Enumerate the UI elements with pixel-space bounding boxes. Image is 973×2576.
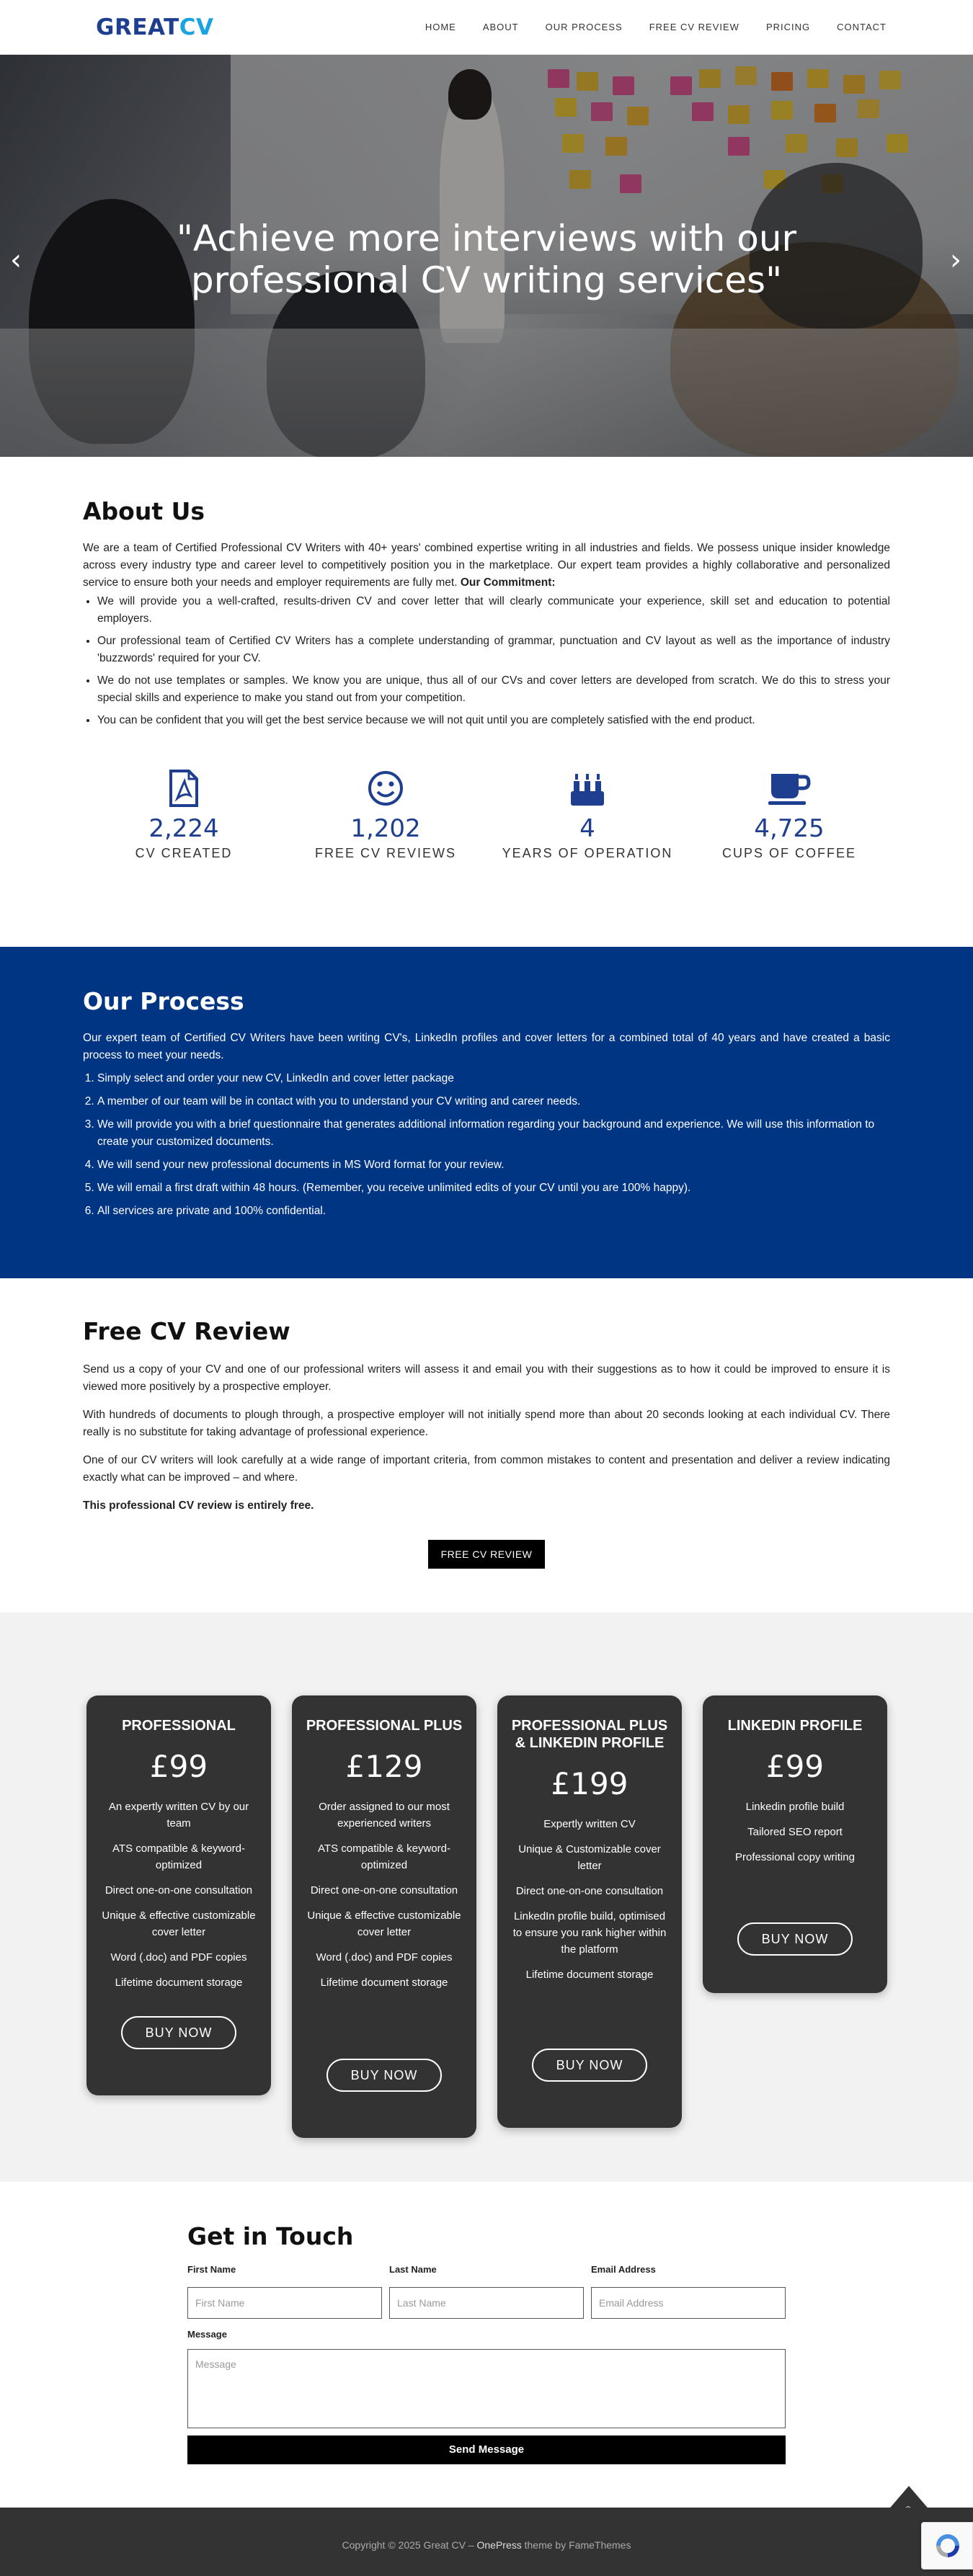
about-commitment-label: Our Commitment:	[460, 576, 556, 589]
list-item: 1. Simply select and order your new CV, LinkedIn and cover letter package	[97, 1070, 890, 1087]
plan-feature: Unique & Customizable cover letter	[518, 1843, 661, 1872]
email-label: Email Address	[591, 2264, 656, 2275]
free-cv-review-section	[83, 1317, 890, 1525]
first-name-input[interactable]: First Name	[187, 2287, 382, 2319]
plan-feature: Word (.doc) and PDF copies	[316, 1951, 453, 1964]
list-item: 5. We will email a first draft within 48 hours. (Remember, you receive unlimited edits of your CV until you are 100% happy).	[97, 1180, 890, 1197]
last-name-input[interactable]: Last Name	[389, 2287, 584, 2319]
plan-price: £99	[765, 1749, 825, 1784]
stat-years-of-operation	[487, 770, 688, 861]
hero-quote	[126, 218, 847, 301]
birthday-cake-icon	[569, 770, 606, 807]
theme-credit-text: theme by FameThemes	[521, 2539, 631, 2551]
recaptcha-badge[interactable]	[921, 2522, 973, 2570]
stat-number: 4,725	[754, 814, 825, 843]
stat-number: 4	[579, 814, 595, 843]
plan-feature: Linkedin profile build	[745, 1801, 845, 1813]
plan-features	[292, 1799, 476, 1991]
pdf-file-icon	[169, 770, 199, 807]
nav-contact[interactable]: CONTACT	[837, 22, 887, 32]
contact-section	[187, 2222, 786, 2456]
stat-label: CUPS OF COFFEE	[721, 846, 856, 860]
list-item: • We will provide you a well-crafted, results-driven CV and cover letter that will clearly communicate your experience, skill set and education to potential employers.	[97, 593, 890, 628]
nav-free-cv-review[interactable]: FREE CV REVIEW	[649, 22, 739, 32]
theme-link[interactable]: OnePress	[476, 2539, 522, 2551]
process-steps-list	[83, 1070, 890, 1220]
buy-now-button[interactable]: BUY NOW	[121, 2016, 236, 2049]
main-nav	[399, 22, 887, 32]
stat-number: 2,224	[148, 814, 219, 843]
plan-feature: Expertly written CV	[543, 1818, 636, 1830]
process-title: Our Process	[83, 987, 244, 1015]
logo-text-great: GREAT	[96, 14, 179, 40]
buy-now-button[interactable]: BUY NOW	[737, 1922, 853, 1956]
slider-next-icon[interactable]: ›	[950, 244, 961, 277]
site-footer	[0, 2508, 973, 2576]
pricing-card-linkedin-profile	[703, 1695, 887, 1993]
plan-feature: Direct one-on-one consultation	[310, 1884, 458, 1897]
review-free-note: This professional CV review is entirely free.	[83, 1499, 314, 1512]
contact-title: Get in Touch	[187, 2222, 354, 2250]
plan-feature: Unique & effective customizable cover letter	[307, 1909, 461, 1938]
list-item: • Our professional team of Certified CV Writers has a complete understanding of grammar, punctuation and CV layout as well as the importance of industry 'buzzwords' required for your CV.	[97, 633, 890, 667]
stat-cups-of-coffee	[688, 770, 890, 861]
buy-now-button[interactable]: BUY NOW	[532, 2049, 647, 2082]
nav-our-process[interactable]: OUR PROCESS	[545, 22, 623, 32]
message-label: Message	[187, 2329, 227, 2340]
process-section	[0, 947, 973, 1278]
plan-feature: Lifetime document storage	[525, 1969, 654, 1981]
send-message-button[interactable]: Send Message	[187, 2435, 786, 2464]
plan-title: LINKEDIN PROFILE	[727, 1718, 863, 1734]
first-name-label: First Name	[187, 2264, 236, 2275]
nav-about[interactable]: ABOUT	[482, 22, 519, 32]
copyright-text: Copyright © 2025 Great CV –	[342, 2539, 477, 2551]
plan-feature: Direct one-on-one consultation	[105, 1884, 253, 1897]
plan-feature: An expertly written CV by our team	[108, 1801, 249, 1830]
list-item: 2. A member of our team will be in contact with you to understand your CV writing and career needs.	[97, 1093, 890, 1110]
pricing-section	[0, 1613, 973, 2182]
about-intro-text: We are a team of Certified Professional CV Writers with 40+ years' combined expertise writing in all industries and fields. We possess unique insider knowledge across every industry type and career level to competitively position you in the marketplace. Our expert team provides a highly collaborative and personalized service to ensure both your needs and employer requirements are fully met.	[83, 542, 890, 589]
plan-feature: ATS compatible & keyword-optimized	[318, 1842, 450, 1871]
plan-feature: Tailored SEO report	[747, 1826, 843, 1838]
footer-copyright	[0, 2539, 973, 2551]
plan-feature: Word (.doc) and PDF copies	[110, 1951, 247, 1964]
email-input[interactable]: Email Address	[591, 2287, 786, 2319]
plan-feature: LinkedIn profile build, optimised to ensure you rank higher within the platform	[512, 1910, 667, 1956]
plan-feature: Order assigned to our most experienced writers	[319, 1801, 450, 1830]
site-logo[interactable]	[96, 14, 213, 40]
slider-prev-icon[interactable]: ‹	[10, 244, 22, 277]
stat-cv-created	[83, 770, 285, 861]
about-section	[83, 497, 890, 734]
last-name-label: Last Name	[389, 2264, 437, 2275]
review-paragraph: One of our CV writers will look carefully at a wide range of important criteria, from common mistakes to content and presentation and deliver a review indicating exactly what can be improved – and where.	[83, 1454, 890, 1484]
plan-feature: Professional copy writing	[735, 1851, 855, 1863]
hero-quote-line2: professional CV writing services"	[190, 259, 783, 301]
about-intro	[83, 540, 890, 592]
plan-feature: Lifetime document storage	[115, 1976, 243, 1989]
stat-number: 1,202	[350, 814, 421, 843]
stat-label: FREE CV REVIEWS	[314, 846, 457, 860]
plan-price: £199	[551, 1766, 628, 1801]
plan-feature: Lifetime document storage	[320, 1976, 448, 1989]
plan-title: PROFESSIONAL PLUS	[306, 1718, 463, 1734]
list-item: • We do not use templates or samples. We know you are unique, thus all of our CVs and cover letters are developed from scratch. We do this to stress your special skills and experience to make you stand out from your competition.	[97, 672, 890, 707]
plan-features	[86, 1799, 271, 1991]
plan-title: PROFESSIONAL PLUS & LINKEDIN PROFILE	[511, 1718, 668, 1751]
review-paragraph: With hundreds of documents to plough through, a prospective employer will not initially spend more than about 20 seconds looking at each individual CV. There really is no substitute for taking advantage of professional experience.	[83, 1409, 890, 1438]
process-content	[83, 987, 890, 1226]
nav-home[interactable]: HOME	[425, 22, 456, 32]
list-item: 4. We will send your new professional documents in MS Word format for your review.	[97, 1156, 890, 1174]
stat-free-cv-reviews	[285, 770, 487, 861]
smile-icon	[367, 770, 404, 807]
pricing-card-professional-plus	[292, 1695, 476, 2138]
list-item: 3. We will provide you with a brief questionnaire that generates additional information regarding your background and experience. We will use this information to create your customized documents.	[97, 1116, 890, 1151]
plan-feature: Direct one-on-one consultation	[515, 1885, 664, 1897]
process-intro: Our expert team of Certified CV Writers have been writing CV's, LinkedIn profiles and cover letters for a combined total of 40 years and have created a basic process to meet your needs.	[83, 1032, 890, 1061]
plan-price: £129	[345, 1749, 423, 1784]
plan-features	[497, 1816, 682, 1983]
plan-title: PROFESSIONAL	[122, 1718, 236, 1734]
hero-slider	[0, 55, 973, 457]
plan-feature: Unique & effective customizable cover letter	[102, 1909, 256, 1938]
review-paragraph: Send us a copy of your CV and one of our professional writers will assess it and email you with their suggestions as to how it could be improved to ensure it is viewed more positively by a prospective employer.	[83, 1363, 890, 1393]
coffee-cup-icon	[767, 770, 812, 807]
nav-pricing[interactable]: PRICING	[765, 22, 811, 32]
free-cv-review-button[interactable]: FREE CV REVIEW	[428, 1540, 545, 1569]
message-textarea[interactable]: Message	[187, 2349, 786, 2428]
plan-features	[703, 1799, 887, 1866]
list-item: • You can be confident that you will get the best service because we will not quit until you are completely satisfied with the end product.	[97, 712, 890, 729]
list-item: 6. All services are private and 100% confidential.	[97, 1203, 890, 1220]
pricing-card-professional-plus-linkedin	[497, 1695, 682, 2128]
logo-text-cv: CV	[179, 14, 214, 40]
review-title: Free CV Review	[83, 1317, 290, 1345]
buy-now-button[interactable]: BUY NOW	[326, 2059, 442, 2092]
plan-price: £99	[149, 1749, 208, 1784]
pricing-card-professional	[86, 1695, 271, 2095]
stats-counters	[83, 770, 890, 885]
recaptcha-icon	[933, 2531, 962, 2560]
stat-label: YEARS OF OPERATION	[502, 846, 673, 860]
stat-label: CV CREATED	[135, 846, 233, 860]
about-commitment-list	[83, 593, 890, 729]
site-header	[0, 0, 973, 55]
plan-feature: ATS compatible & keyword-optimized	[112, 1842, 245, 1871]
hero-quote-line1: "Achieve more interviews with our	[176, 218, 797, 259]
about-title: About Us	[83, 497, 205, 525]
